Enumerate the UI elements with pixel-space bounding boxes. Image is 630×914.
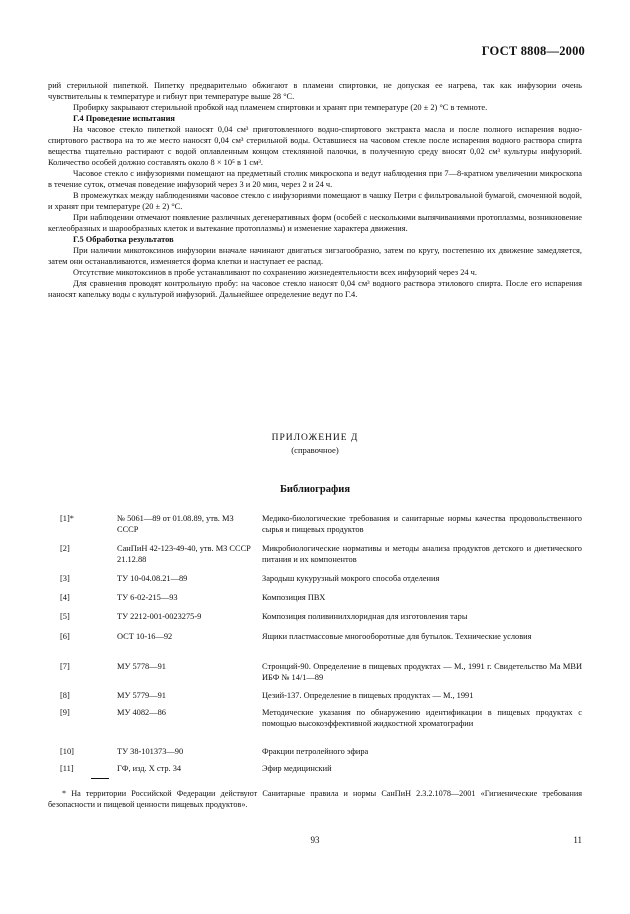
bib-description: Методические указания по обнаружению идентификации в пищевых продуктах с помощью высокоэффективной жидкостной хроматографии: [262, 708, 582, 728]
appendix-title: ПРИЛОЖЕНИЕ Д: [271, 433, 359, 443]
bibliography-item: [60, 514, 582, 544]
footnote-text: * На территории Российской Федерации действуют Санитарные правила и нормы СанПиН 2.3.2.1078—2001 «Гигиенические требования безопасности и пищевой ценности пищевых продуктов».: [48, 789, 582, 809]
footnote-divider: [91, 778, 109, 779]
bib-description: Ящики пластмассовые многооборотные для бутылок. Технические условия: [262, 632, 532, 641]
bib-number: [1]*: [60, 514, 74, 523]
bibliography-title: Библиография: [279, 484, 351, 495]
bibliography-item: [60, 662, 582, 691]
bibliography-item: [60, 764, 582, 778]
bib-description: Композиция поливинилхлоридная для изготовления тары: [262, 612, 468, 621]
paragraph: При наблюдении отмечают появление различных дегенеративных форм (особей с несколькими выпячиваниями протоплазмы, возникновение кеглеобразных и шарообразных клеток и вытекание протоплазмы) и изменение характера движения.: [48, 213, 582, 233]
bib-code: ТУ 38-101373—90: [117, 747, 184, 756]
bib-code: МУ 5779—91: [117, 691, 166, 700]
bib-description: Эфир медицинский: [262, 764, 332, 773]
bib-number: [3]: [60, 574, 70, 583]
bibliography-item: [60, 747, 582, 764]
bibliography-item: [60, 632, 582, 662]
bibliography-item: [60, 574, 582, 593]
paragraph: Для сравнения проводят контрольную пробу: на часовое стекло наносят 0,04 см³ водного раствора этилового спирта. После его испарения наносят капельку воды с культурой инфузорий. Дальнейшее определение ведут по Г.4.: [48, 279, 582, 299]
page-header: ГОСТ 8808—2000: [481, 44, 585, 58]
bib-code: МУ 4082—86: [117, 708, 166, 717]
bib-code: СанПиН 42-123-49-40, утв. МЗ СССР 21.12.88: [117, 544, 251, 564]
bib-code: ТУ 2212-001-0023275-9: [117, 612, 202, 621]
paragraph: Пробирку закрывают стерильной пробкой над пламенем спиртовки и хранят при температуре (20 ± 2) °C в темноте.: [73, 103, 488, 112]
footnote: [48, 788, 582, 810]
bib-description: Фракции петролейного эфира: [262, 747, 369, 756]
body-text: [48, 80, 582, 300]
paragraph: В промежутках между наблюдениями часовое стекло с инфузориями помещают в чашку Петри с фильтровальной бумагой, смоченной водой, и хранят при температуре (20 ± 2) °C.: [48, 191, 582, 211]
bibliography-item: [60, 691, 582, 708]
paragraph: На часовое стекло пипеткой наносят 0,04 см³ приготовленного водно-спиртового экстракта масла и после полного испарения водно-спиртового раствора на то же место наносят 0,04 см³ стерильной воды. Оставшиеся на часовом стекле после испарения водного раствора спирта вещества тщательно растирают с водой оплавленным концом стеклянной палочки, в полученную среду вносят 0,02 см³ культуры инфузорий. Количество особей должно составлять около 8 × 10⁵ в 1 см³.: [48, 125, 582, 167]
bib-code: № 5061—89 от 01.08.89, утв. МЗ СССР: [117, 514, 234, 534]
paragraph: рий стерильной пипеткой. Пипетку предварительно обжигают в пламени спиртовки, не допуская ее нагрева, так как инфузории очень чувствительны к температуре и гибнут при температуре выше 28 °C.: [48, 81, 582, 101]
paragraph: При наличии микотоксинов инфузории вначале начинают двигаться зигзагообразно, затем по кругу, постепенно их движение замедляется, затем они останавливаются, изменяется форма клетки и наступает ее распад.: [48, 246, 582, 266]
bib-description: Композиция ПВХ: [262, 593, 326, 602]
paragraph: Часовое стекло с инфузориями помещают на предметный столик микроскопа и ведут наблюдения при 7—8-кратном увеличении микроскопа в течение суток, отмечая поведение инфузорий через 3 и 20 мин, через 2 и 24 ч.: [48, 169, 582, 189]
bib-number: [6]: [60, 632, 70, 641]
bib-number: [4]: [60, 593, 70, 602]
bib-number: [2]: [60, 544, 70, 553]
bibliography-item: [60, 544, 582, 574]
bib-number: [5]: [60, 612, 70, 621]
bib-description: Зародыш кукурузный мокрого способа отделения: [262, 574, 440, 583]
bib-description: Стронций-90. Определение в пищевых продуктах — М., 1991 г. Свидетельство Ма МВИ ИБФ № 14/1—89: [262, 662, 582, 682]
bib-number: [8]: [60, 691, 70, 700]
section-heading: Г.4 Проведение испытания: [73, 114, 175, 123]
bib-number: [11]: [60, 764, 74, 773]
bib-description: Микробиологические нормативы и методы анализа продуктов детского и диетического питания и их компонентов: [262, 544, 582, 564]
bib-code: ТУ 10-04.08.21—89: [117, 574, 188, 583]
bib-code: ТУ 6-02-215—93: [117, 593, 178, 602]
bib-description: Цезий-137. Определение в пищевых продуктах — М., 1991: [262, 691, 474, 700]
bib-code: МУ 5778—91: [117, 662, 166, 671]
bib-code: ОСТ 10-16—92: [117, 632, 173, 641]
bib-code: ГФ, изд. Х стр. 34: [117, 764, 182, 773]
bib-number: [10]: [60, 747, 74, 756]
appendix-subtitle: (справочное): [291, 445, 339, 455]
section-heading: Г.5 Обработка результатов: [73, 235, 174, 244]
bib-description: Медико-биологические требования и санитарные нормы качества продовольственного сырья и пищевых продуктов: [262, 514, 582, 534]
bibliography-item: [60, 593, 582, 612]
bibliography-item: [60, 612, 582, 632]
bib-number: [9]: [60, 708, 70, 717]
bibliography-list: [60, 514, 582, 778]
page-number: 93: [310, 835, 320, 845]
bib-number: [7]: [60, 662, 70, 671]
bibliography-item: [60, 708, 582, 747]
sheet-number: 11: [573, 835, 582, 845]
paragraph: Отсутствие микотоксинов в пробе устанавливают по сохранению жизнедеятельности всех инфузорий через 24 ч.: [73, 268, 477, 277]
